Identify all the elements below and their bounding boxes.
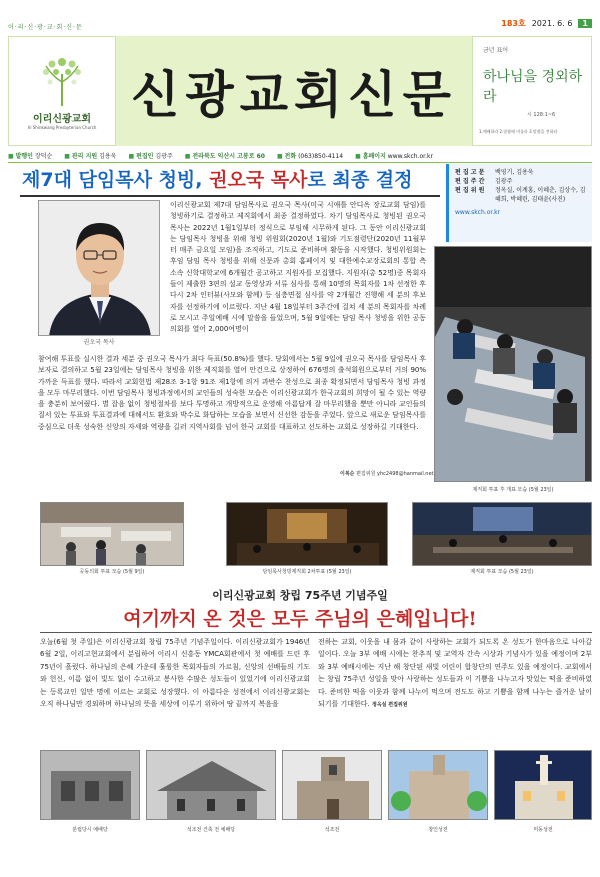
page-number: 1 [578, 19, 592, 28]
info-editor: ■ 편집인 김광주 [128, 153, 173, 160]
vote-count-image [435, 247, 592, 482]
issue-date: 2021. 6. 6 [531, 19, 573, 28]
caption-stone-chapel: 석조전 [324, 827, 340, 833]
pastor-portrait [38, 200, 160, 336]
staff-row-members: 편 집 위 원 정옥실, 이계홍, 이혜춘, 김상수, 김혜희, 박혜린, 김태윤(사진) [455, 187, 586, 203]
article-body-continued: 참여해 투표를 실시한 결과 세분 중 권오국 목사가 최다 득표(50.8%)를 했다. 당회에서는 5월 9일에 권오국 목사를 담임목사 후보자로 결의하고 5월 23일에는 담임목사 청빙을 위한 제직회를 열어 안건으로 상정하여 676명의 출석회원으로부터 거의 90% 가까운 득표를 했다. 따라서 교회헌법 제28조 3-1항 91조 제1항에 의거 과반수 찬성으로 최종 확정되면서 담임목사 청빙 과정을 모두 마무리했다. 이번 담임목사 청빙과정에서의 교인들의 성숙한 모습은 이리신광교회가 한국교회의 희망이 될 수 있는 역량을 충분히 보여줬다. 별 잡음 없이 청빙절차를 보다 투명하고 개방적으로 운영해 아름답게 잘 마무리했을 뿐만 아니라 교인들의 질서 있는 투표와 투표결과에 대해서도 환호와 박수로 화답하는 모습을 보면서 신선한 감동을 주었다. 앞으로 새로운 담임목사를 중심으로 더욱 성숙한 신앙의 자세와 역량을 길러 지역사회를 넘어 한국 교회를 대표하고 선도하는 교회로 성장하길 기대한다. [38, 355, 426, 431]
church-name: 이리신광교회 [33, 114, 91, 125]
editorial-staff-box [446, 164, 592, 242]
church-logo [8, 36, 116, 146]
newspaper-series-label: 이·리·신·광·교·회·신·문 [8, 24, 83, 31]
motto-text: 하나님을 경외하라 [483, 69, 583, 105]
info-homepage[interactable]: ■ 홈페이지 www.skch.or.kr [355, 153, 433, 160]
pastor-photo-image [39, 201, 160, 336]
caption-congregation-vote: 공동의회 투표 모습 (5월 9일) [79, 569, 145, 575]
anniversary-subtitle: 이리신광교회 창립 75주년 기념주일 [212, 589, 388, 602]
anniversary-headline: 여기까지 온 것은 모두 주님의 은혜입니다! [123, 608, 477, 630]
congregation-vote-image [41, 503, 184, 566]
motto-box [472, 36, 592, 146]
original-chapel-image [41, 751, 140, 820]
vote-photo-caption: 제직회 투표 후 개표 모습 (5월 23일) [472, 487, 554, 493]
caption-midong-chapel: 미동성전 [533, 827, 553, 833]
photo-midong-chapel [494, 750, 592, 820]
motto-label: 금년 표어 [483, 47, 509, 54]
photo-original-chapel [40, 750, 140, 820]
photo-congregation-vote [40, 502, 184, 566]
second-vote-image [227, 503, 388, 566]
anniversary-body-left: 오늘(6월 첫 주일)은 이리신광교회 창립 75주년 기념주일이다. 이리신광교회가 1946년 6월 2일, 이리고현교회에서 분립하여 이리시 신흥동 YMCA회관에서 첫 예배를 드린 후 75년이 흘렀다. 하나님의 은혜 가운데 훌륭한 목회자들의 가르침, 신앙의 선배들의 기도와 헌신, 이름 없이 빛도 없이 수고하고 봉사한 수많은 성도들이 있었기에 이리신광교회는 등록교인 일만 명에 이르는 교회로 성장했다. 이 아름다운 성전에서 이리신광교회는 오직 하나님만 경외하며 하나님의 뜻을 세상에 이루기 위하여 땅 끝까지 복음을 [40, 638, 310, 709]
article-body-top: 이리신광교회 제7대 담임목사로 권오국 목사(미국 시애틀 안디옥 장로교회 담임)를 청빙하기로 결정하고 제직회에서 최종 결정하였다. 차기 담임목사로 청빙된 권오국 목사는 2022년 1월1일부터 정식으로 부임해 시무하게 된다. 그 동안 이리신광교회는 담임목사 청빙을 위해 청빙 위원회(2020년 1월)와 기도점령단(2020년 11월부터 매주 금요일 모임)을 조직하고, 기도로 준비하며 활동을 시작했다. 청빙위원회는 후임 담임 목사 청빙을 위해 신문과 총회 홈페이지 및 대한예수교장로회의 통합 측 소속 신학대학교에 6개월간 공고하고 지원자를 모집했다. 지원자(총 52명)중 목회자들이 제출한 3편의 설교 동영상과 서류 심사를 통해 10명의 목회자를 1차 선정한 후 다시 2차 인터뷰(사모와 함께) 등 심층면접 심사를 약 2개월간 진행해 세 분의 후보자를 선정하기에 이르렀다. 지난 4월 18일부터 3주간에 걸쳐 세 분의 목회자를 차례로 모시고 주일예배 시에 말씀을 들었으며, 5월 9일에는 담임 목사 청빙을 위한 공동 의회를 열어 2,000여명이 [170, 201, 426, 334]
photo-second-vote [226, 502, 388, 566]
anniversary-byline: 정옥실 편집위원 [372, 702, 408, 709]
masthead [8, 36, 592, 146]
caption-staff-vote: 제직회 투표 모습 (5월 23일) [470, 569, 534, 575]
pre-stone-chapel-image [147, 751, 276, 820]
stone-chapel-image [283, 751, 382, 820]
staff-row-chief: 편 집 주 간 김광주 [455, 178, 513, 185]
staff-vote-image [413, 503, 592, 566]
info-publisher: ■ 발행인 장덕순 [8, 153, 53, 160]
staff-row-advisor: 편 집 고 문 백영기, 김용욱 [455, 169, 534, 176]
photo-staff-vote [412, 502, 592, 566]
photo-stone-chapel [282, 750, 382, 820]
motto-reference: 시 128:1~6 [527, 112, 556, 118]
midong-chapel-image [495, 751, 592, 820]
caption-original-chapel: 분립당시 예배당 [72, 827, 108, 833]
top-strip [0, 0, 600, 34]
info-address: ■ 전라북도 익산시 고봉로 60 [184, 153, 265, 160]
caption-second-vote: 담임목사청빙제직회 2차투표 (5월 23일) [262, 569, 352, 575]
headline-rule [20, 195, 440, 197]
changin-chapel-image [389, 751, 488, 820]
photo-changin-chapel [388, 750, 488, 820]
issue-number: 183호 [501, 19, 526, 28]
newspaper-title: 신광교회신문 [131, 65, 457, 124]
caption-changin-chapel: 창인성전 [428, 827, 448, 833]
article-byline: 이복순 편집위원 yhc2498@hanmail.net [340, 471, 434, 477]
church-name-english: Iri Shinkwang Presbyterian Church [27, 125, 97, 130]
portrait-caption: 권오국 목사 [83, 339, 115, 346]
vote-count-photo [434, 246, 592, 482]
title-banner [116, 36, 472, 146]
photo-pre-stone-chapel [146, 750, 276, 820]
article-headline: 제7대 담임목사 청빙, 권오국 목사로 최종 결정 [22, 169, 413, 191]
publisher-info-bar [8, 151, 592, 163]
anniversary-body-right: 전하는 교회, 이웃을 내 몸과 같이 사랑하는 교회가 되도록 온 성도가 한마음으로 나아갈 일이다. 오늘 3부 예배 시에는 찬추직 및 교역자 간속 시상과 기념사가 있을 예정이며 2부와 3부 예배시에는 지난 해 창단된 새빛 어린이 합창단의 연주도 있을 예정이다. 교회에서는 창립 75주년 성일을 맞아 사랑하는 성도들과 이 기쁨을 나누고자 맛있는 떡을 준비하였다. 준비한 떡을 이웃과 함께 나누어 먹으며 전도도 하고 기쁨을 함께 나누는 즐거운 날이 되기를 기대한다. 정옥실 편집위원 [318, 638, 592, 709]
info-phone: ■ 전화 (063)850-4114 [276, 153, 344, 160]
motto-points: 1.예배하라 2.말씀에 머물라 3.말씀을 전하라 [479, 129, 558, 134]
anniversary-rule [40, 632, 592, 633]
issue-info [501, 18, 592, 29]
tree-logo-icon [34, 52, 90, 108]
staff-homepage[interactable]: www.skch.or.kr [455, 209, 501, 216]
info-manager: ■ 관리 지원 김용욱 [64, 153, 117, 160]
caption-pre-stone-chapel: 석조전 건축 전 예배당 [186, 827, 236, 833]
